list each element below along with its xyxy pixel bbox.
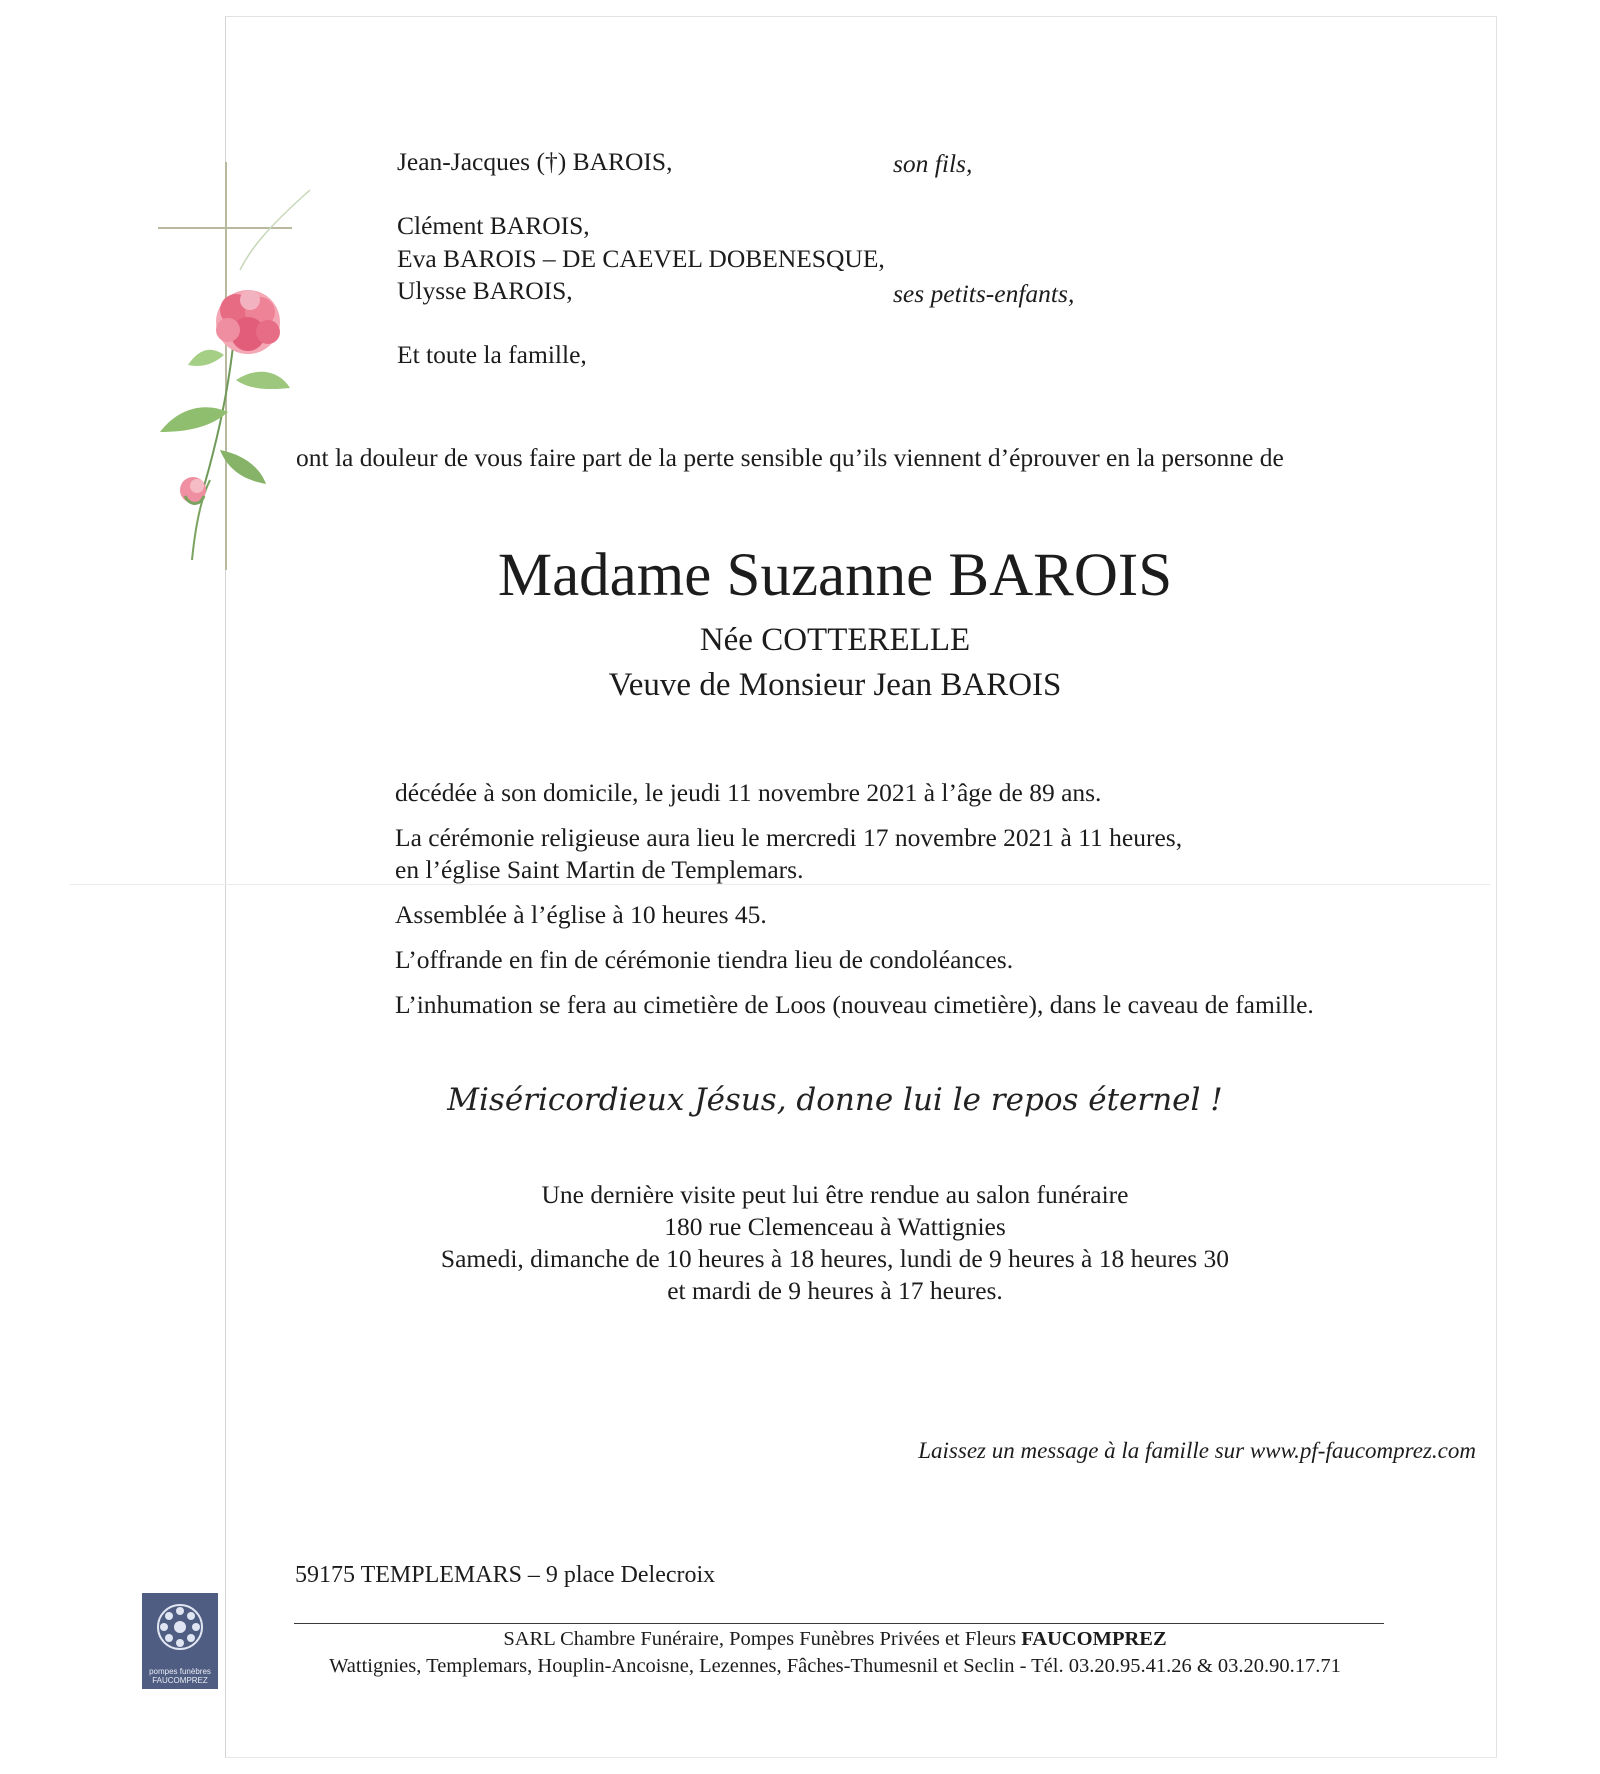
visit-line-3: Samedi, dimanche de 10 heures à 18 heures, lundi de 9 heures à 18 heures 30 <box>440 1244 1230 1273</box>
son-name: Jean-Jacques (†) BAROIS, <box>397 147 673 176</box>
logo-text <box>142 1667 218 1685</box>
footer-company-prefix: SARL Chambre Funéraire, Pompes Funèbres Privées et Fleurs <box>503 1628 1017 1650</box>
grandchildren-relation: ses petits-enfants, <box>893 279 1075 308</box>
burial-details: L’inhumation se fera au cimetière de Loos (nouveau cimetière), dans le caveau de famille. <box>395 990 1314 1019</box>
grandchild-3: Ulysse BAROIS, <box>397 276 573 305</box>
footer-divider <box>294 1623 1384 1624</box>
visit-line-4: et mardi de 9 heures à 17 heures. <box>667 1276 1003 1305</box>
company-logo <box>142 1593 218 1689</box>
message-website: Laissez un message à la famille sur www.pf-faucomprez.com <box>918 1438 1476 1463</box>
footer-company-name: FAUCOMPREZ <box>1021 1628 1167 1650</box>
widow-of: Veuve de Monsieur Jean BAROIS <box>608 667 1062 703</box>
footer-locations: Wattignies, Templemars, Houplin-Ancoisne, Lezennes, Fâches-Thumesnil et Seclin - Tél. 03.20.95.41.26 & 03.20.90.17.71 <box>329 1655 1341 1677</box>
grandchild-2: Eva BAROIS – DE CAEVEL DOBENESQUE, <box>397 244 885 273</box>
logo-line-1: pompes funèbres <box>149 1667 211 1676</box>
offering-note: L’offrande en fin de cérémonie tiendra lieu de condoléances. <box>395 945 1014 974</box>
carnation-icon <box>216 290 280 354</box>
address: 59175 TEMPLEMARS – 9 place Delecroix <box>295 1562 716 1588</box>
prayer-text: Miséricordieux Jésus, donne lui le repos éternel ! <box>447 1082 1223 1118</box>
death-details: décédée à son domicile, le jeudi 11 novembre 2021 à l’âge de 89 ans. <box>395 778 1102 807</box>
visit-block <box>0 1179 1600 1307</box>
rosette-icon <box>142 1593 218 1663</box>
deceased-name: Madame Suzanne BAROIS <box>497 542 1173 609</box>
son-relation: son fils, <box>893 149 973 178</box>
footer-company <box>0 1626 1600 1653</box>
grandchild-1: Clément BAROIS, <box>397 211 590 240</box>
ceremony-line-2: en l’église Saint Martin de Templemars. <box>395 855 804 884</box>
visit-line-2: 180 rue Clemenceau à Wattignies <box>664 1212 1006 1241</box>
maiden-name: Née COTTERELLE <box>699 622 971 658</box>
intro-text: ont la douleur de vous faire part de la perte sensible qu’ils viennent d’éprouver en la personne de <box>296 443 1284 472</box>
ceremony-line-1: La cérémonie religieuse aura lieu le mercredi 17 novembre 2021 à 11 heures, <box>395 823 1183 852</box>
logo-line-2: FAUCOMPREZ <box>152 1676 208 1685</box>
assembly-time: Assemblée à l’église à 10 heures 45. <box>395 900 767 929</box>
visit-line-1: Une dernière visite peut lui être rendue au salon funéraire <box>541 1180 1129 1209</box>
whole-family: Et toute la famille, <box>397 340 587 369</box>
cross-flower-icon <box>140 150 350 570</box>
